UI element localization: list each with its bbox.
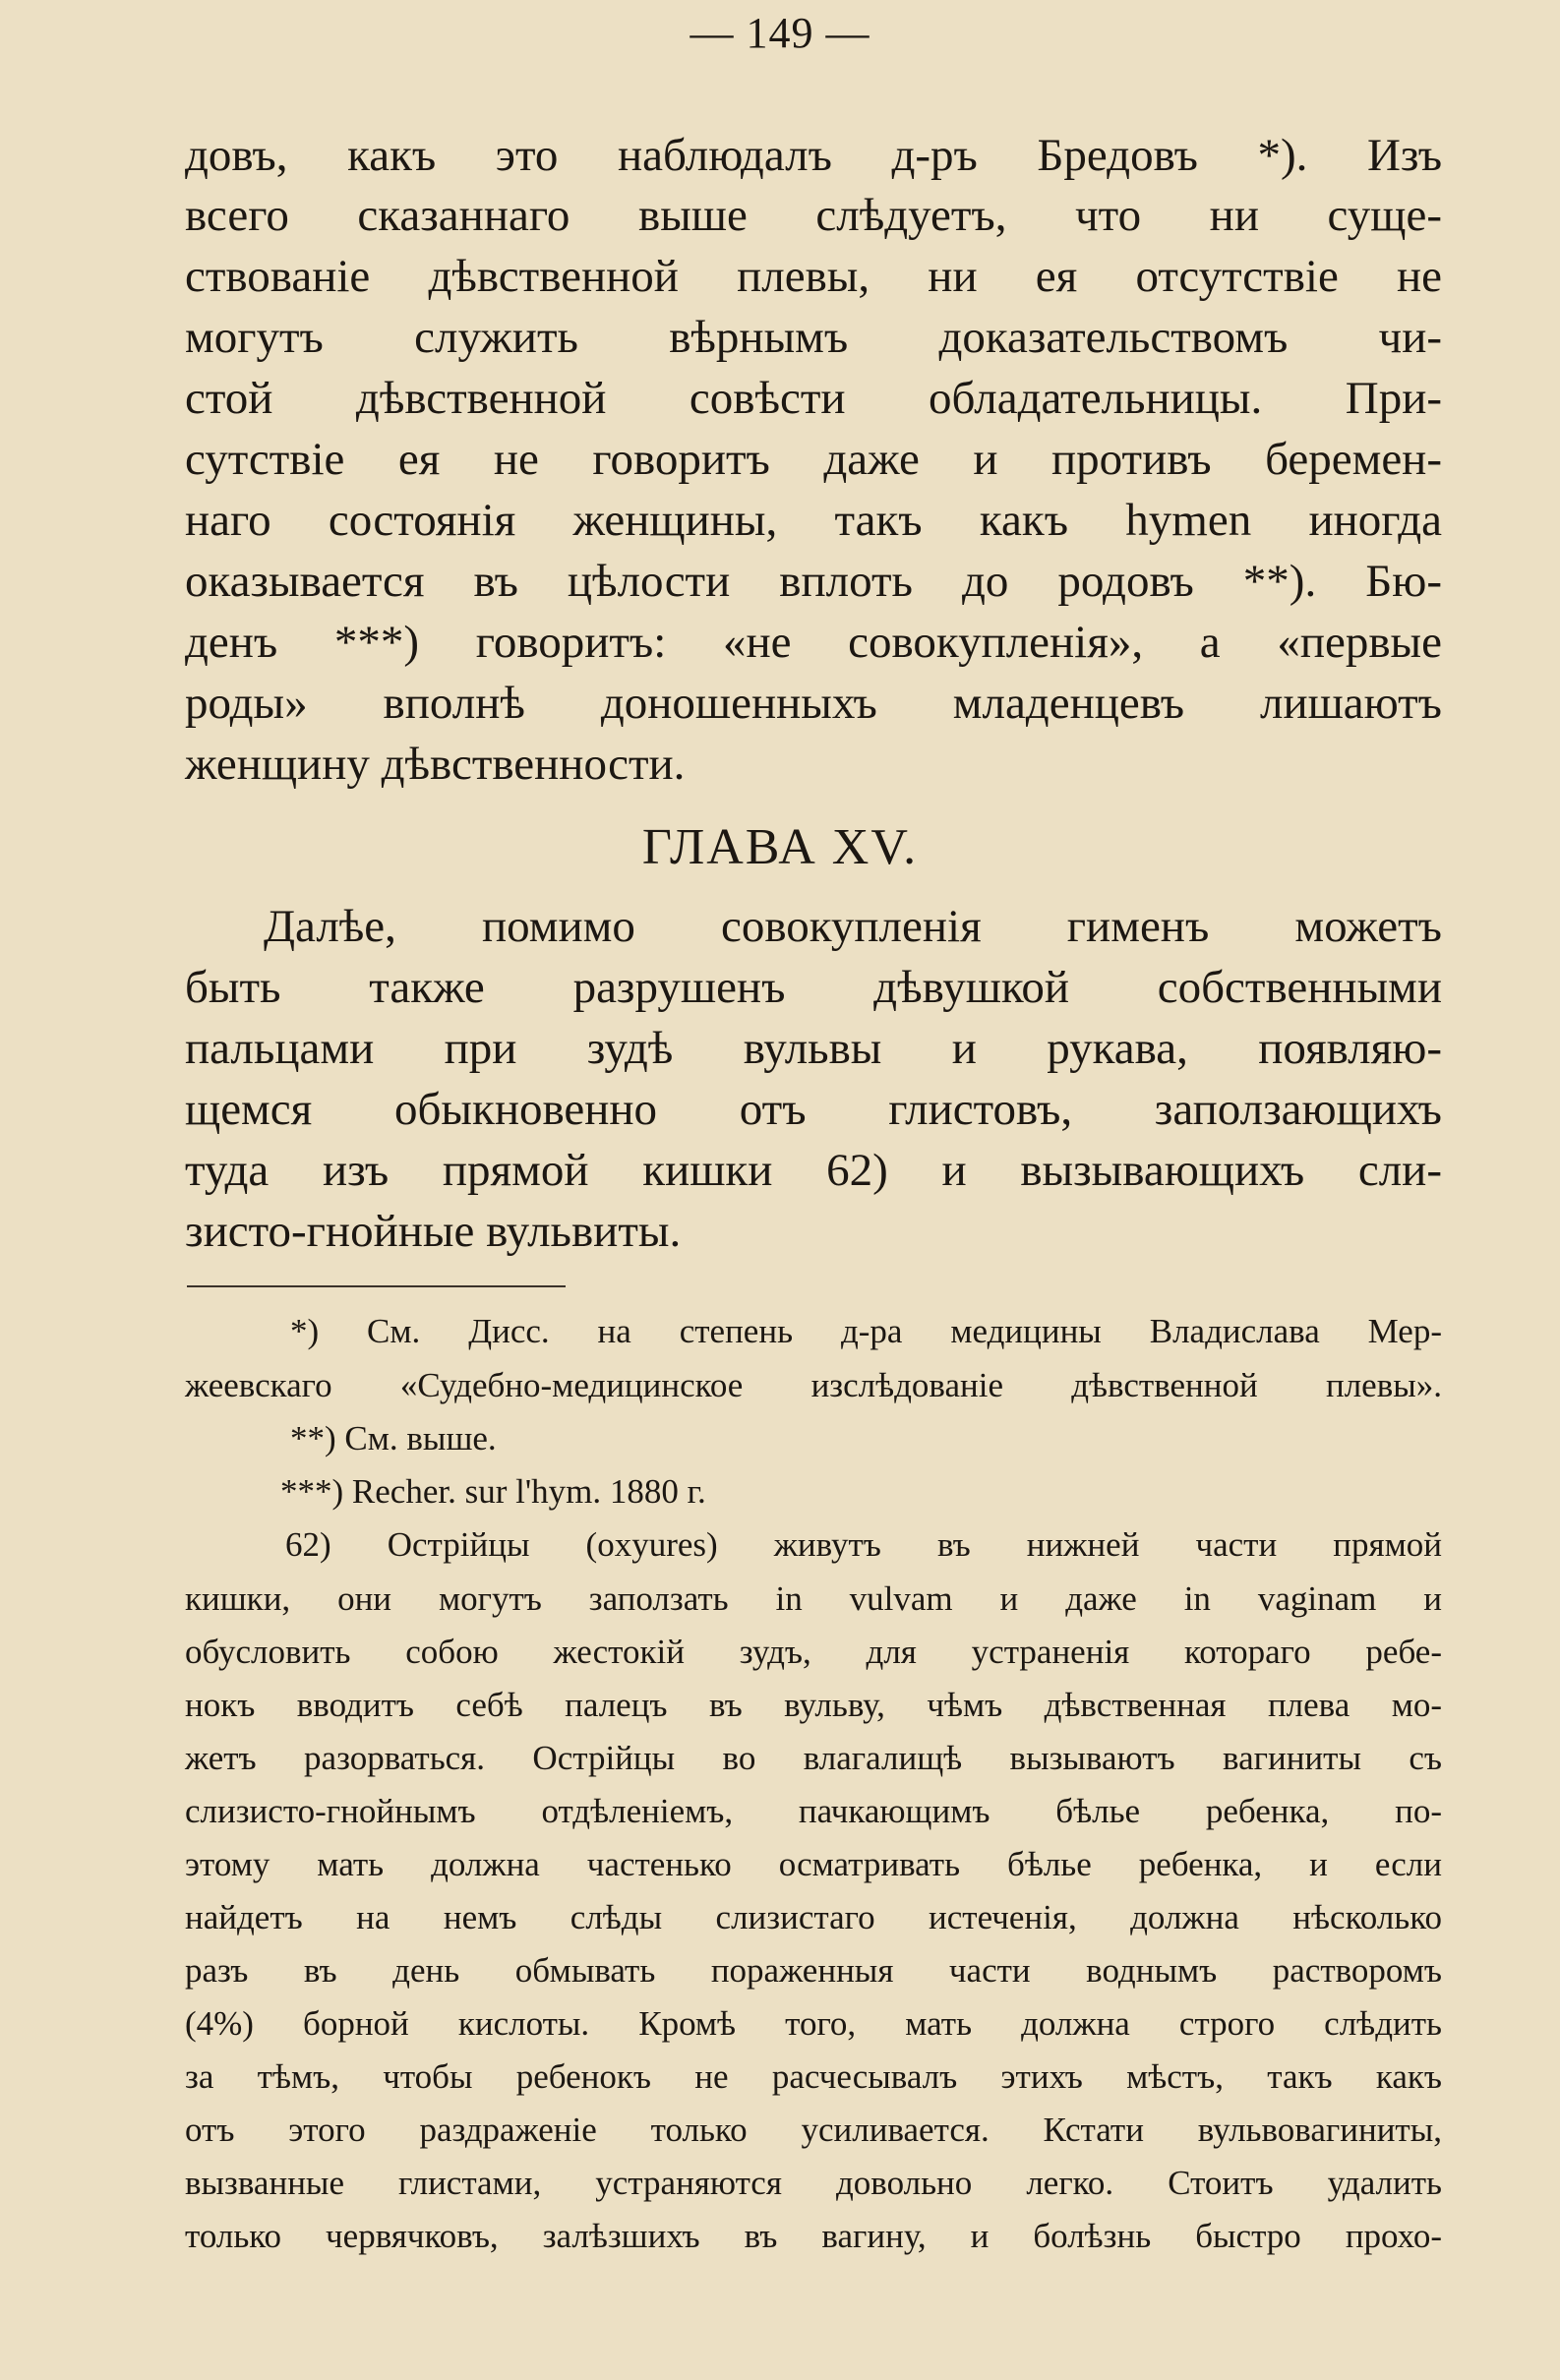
page-number: — 149 — [690,9,870,57]
chapter-text-line: щемся обыкновенно отъ глистовъ, заползающихъ [185,1084,1442,1135]
footnote-line: разъ въ день обмывать пораженныя части воднымъ растворомъ [185,1951,1442,1990]
chapter-text-line: туда изъ прямой кишки 62) и вызывающихъ сли- [185,1145,1442,1196]
footnote-line: 62) Острійцы (oxyures) живутъ въ нижней части прямой [285,1525,1442,1564]
text-line: могутъ служить вѣрнымъ доказательствомъ чи- [185,312,1442,363]
footnote-line: жетъ разорваться. Острійцы во влагалищѣ вызываютъ вагиниты съ [185,1739,1442,1777]
text-line: сутствіе ея не говоритъ даже и противъ беремен- [185,434,1442,485]
footnote-line: жеевскаго «Судебно-медицинское изслѣдованіе дѣвственной плевы». [185,1366,1442,1404]
footnote-line: ***) Recher. sur l'hym. 1880 г. [280,1472,706,1511]
text-line: стой дѣвственной совѣсти обладательницы. При- [185,373,1442,424]
footnote-line: нокъ вводитъ себѣ палецъ въ вульву, чѣмъ дѣвственная плева мо- [185,1686,1442,1724]
text-line: наго состоянія женщины, такъ какъ hymen иногда [185,495,1442,546]
text-line: довъ, какъ это наблюдалъ д-ръ Бредовъ *). Изъ [185,130,1442,181]
footnote-line: найдетъ на немъ слѣды слизистаго истеченія, должна нѣсколько [185,1898,1442,1936]
footnote-line: (4%) борной кислоты. Кромѣ того, мать должна строго слѣдить [185,2004,1442,2043]
footnote-line: кишки, они могутъ заползать in vulvam и даже in vaginam и [185,1579,1442,1618]
chapter-text-line: пальцами при зудѣ вульвы и рукава, появляю- [185,1023,1442,1074]
text-line: оказывается въ цѣлости вплоть до родовъ **). Бю- [185,556,1442,607]
text-line: денъ ***) говоритъ: «не совокупленія», а «первые [185,617,1442,668]
chapter-text-line: зисто-гнойные вульвиты. [185,1206,682,1257]
footnote-line: *) См. Дисс. на степень д-ра медицины Владислава Мер- [290,1312,1442,1350]
footnote-line: этому мать должна частенько осматривать бѣлье ребенка, и если [185,1845,1442,1883]
text-line: всего сказаннаго выше слѣдуетъ, что ни суще- [185,190,1442,241]
footnote-line: за тѣмъ, чтобы ребенокъ не расчесывалъ этихъ мѣстъ, такъ какъ [185,2057,1442,2096]
footnote-line: слизисто-гнойнымъ отдѣленіемъ, пачкающимъ бѣлье ребенка, по- [185,1792,1442,1830]
text-line: роды» вполнѣ доношенныхъ младенцевъ лишаютъ [185,678,1442,729]
chapter-text-line: Далѣе, помимо совокупленія гименъ можетъ [264,901,1442,952]
footnote-line: отъ этого раздраженіе только усиливается. Кстати вульвовагиниты, [185,2111,1442,2149]
footnote-line: только червячковъ, залѣзшихъ въ вагину, и болѣзнь быстро прохо- [185,2217,1442,2255]
text-line: женщину дѣвственности. [185,739,686,790]
text-line: ствованіе дѣвственной плевы, ни ея отсутствіе не [185,251,1442,302]
footnote-line: обусловить собою жестокій зудъ, для устраненія котораго ребе- [185,1633,1442,1671]
footnote-separator [187,1285,566,1287]
chapter-heading: ГЛАВА XV. [641,819,919,875]
footnote-line: **) См. выше. [290,1419,497,1458]
footnote-line: вызванные глистами, устраняются довольно легко. Стоитъ удалить [185,2164,1442,2202]
chapter-text-line: быть также разрушенъ дѣвушкой собственными [185,962,1442,1013]
